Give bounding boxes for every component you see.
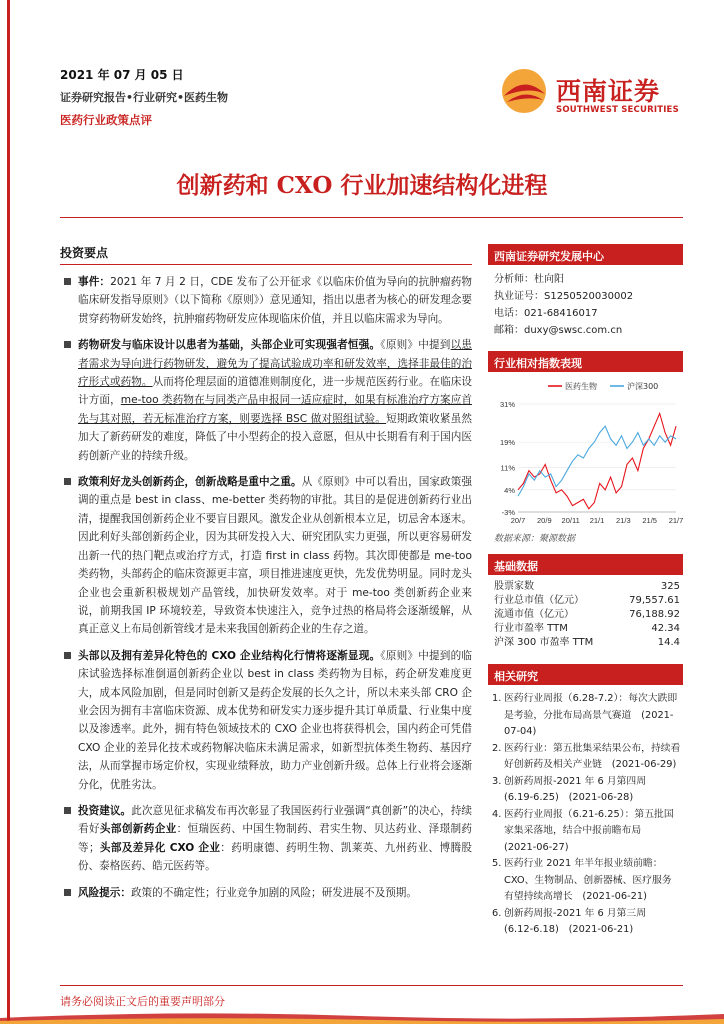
x-tick-label: 21/5	[642, 516, 657, 525]
paragraph-lead: 事件：	[78, 276, 111, 288]
related-item-text: 创新药周报-2021 年 6 月第四周 (6.19-6.25) (2021-06-28)	[504, 775, 656, 803]
related-research-item[interactable]	[488, 774, 683, 807]
related-research-item[interactable]	[488, 856, 683, 906]
paragraph-text: 从《原则》中可以看出，国家政策强调的重点是 best in class、me-better 类药物的审批。其目的是促进创新药行业出清，提醒我国创新药企业不要盲目跟风。激发企业从创新根本立足，切忌舍本逐末。因此利好头部创新药企业，因为其研发投入大、研究团队实力更强，所以更容易研发出新一代的热门靶点或治疗方式，打造 first in class 药物。其次即使都是 me-too 类药物，头部药企的临床资源更丰富，项目推进速度更快，先发优势明显。同时龙头企业也会重新积极规划产品管线，加快研发效率。对于 me-too 类创新药企业来说，前期我国 IP 环境较差，导致资本快速注入，竞争过热的格局将会逐渐缓解，从真正意义上布局创新管线才是未来我国创新药企业的生存之道。	[78, 476, 473, 636]
report-title: 创新药和 CXO 行业加速结构化进程	[176, 172, 548, 199]
basic-data-row	[488, 594, 683, 608]
summary-heading: 投资要点	[60, 244, 472, 265]
chart-heading: 行业相对指数表现	[488, 351, 683, 372]
basic-data-value: 76,188.92	[629, 609, 680, 620]
y-tick-label: -3%	[501, 508, 515, 517]
related-research-heading: 相关研究	[488, 664, 683, 685]
paragraph-text: 此次意见征求稿发布再次彰显了我国医药行业强调“真创新”的决心，持续看好	[78, 804, 473, 836]
related-item-text: 创新药周报-2021 年 6 月第三周 (6.12-6.18) (2021-06-21)	[504, 907, 656, 935]
paragraph-text: 《原则》中提到	[380, 339, 451, 352]
bullet-square-icon	[64, 341, 71, 348]
basic-data-value: 42.34	[651, 623, 680, 634]
summary-paragraph-policy	[60, 473, 472, 639]
x-tick-label: 20/11	[561, 516, 580, 525]
related-item-text: 医药行业周报（6.21-6.25）：第五批国家集采落地，结合中报前瞻布局 (2021-06-27)	[504, 808, 674, 853]
related-research-item[interactable]	[488, 741, 683, 774]
basic-data-row	[488, 636, 683, 650]
paragraph-text: 从而将伦理层面的道德准则制度化，进一步规范医药行业。在临床设计方面，	[78, 376, 473, 407]
series-line-2	[518, 426, 676, 496]
y-tick-label: 31%	[499, 400, 515, 409]
related-item-number: 5.	[492, 858, 502, 869]
paragraph-text: 《原则》中提到的临床试验选择标准倒逼创新药企业以 best in class 类药物为目标，药企研发难度更大，成本风险加剧，但是同时创新又是药企发展的长久之计，所以未来头部 CRO 企业会因为拥有丰富临床资源、成本优势和研发实力逐步提升其订单质量、行业集中度以及渗透率。此外，拥有特色领域技术的 CXO 企业也将获得机会，国内药企可凭借 CXO 企业的差异化技术或药物解决临床未满足需求，如新型抗体类生物药、基因疗法，从而掌握市场定价权，实现业绩释放，助力产业创新升级。总体上行业将会逐渐分化，优胜劣汰。	[78, 649, 472, 791]
x-tick-label: 20/7	[510, 516, 526, 525]
analyst-license: 执业证号：S1250520030002	[494, 291, 634, 302]
paragraph-text: 短期政策收紧虽然加大了新药研发的难度，降低了中小型药企的投入意愿，但从中长期看有利于国内医药创新产业的持续升级。	[78, 412, 473, 462]
sidebar	[488, 244, 683, 939]
related-research-item[interactable]	[488, 807, 683, 857]
basic-data-label: 行业市盈率 TTM	[494, 623, 568, 634]
report-category: 证券研究报告•行业研究•医药生物	[60, 91, 229, 104]
left-red-rule	[7, 0, 10, 1024]
paragraph-underline: me-too 类药物在与同类产品申报同一适应症时，如果有标准治疗方案应首先与其对照，若无标准治疗方案，则要选择 BSC 做对照组试验。	[78, 394, 472, 425]
related-item-number: 3.	[492, 775, 502, 787]
x-tick-label: 20/9	[537, 516, 552, 525]
summary-paragraph-risk	[60, 884, 472, 902]
paragraph-underline: 以患者需求为导向进行药物研发，避免为了提高试验成功率和研发效率，选择非最佳的治疗形式或药物。	[78, 339, 473, 389]
legend-label: 沪深300	[627, 382, 659, 391]
paragraph-lead: 风险提示：	[78, 886, 131, 899]
summary-paragraph-advice	[60, 802, 472, 876]
related-item-number: 1.	[492, 693, 502, 704]
research-center-heading: 西南证券研究发展中心	[488, 244, 683, 265]
related-item-text: 医药行业周报（6.28-7.2）：每次大跌即是考验，分批布局高景气赛道 (2021-07-04)	[504, 693, 678, 737]
paragraph-text: 政策的不确定性；行业竞争加剧的风险；研发进展不及预期。	[130, 886, 417, 899]
basic-data-value: 14.4	[657, 637, 680, 648]
paragraph-lead: 头部以及拥有差异化特色的 CXO 企业结构化行情将逐渐显现。	[78, 649, 381, 662]
footer-divider	[60, 985, 683, 986]
paragraph-text: ：恒瑞医药、中国生物制药、君实生物、贝达药业、泽璟制药等；	[78, 823, 473, 854]
basic-data-label: 行业总市值（亿元）	[494, 595, 584, 606]
chart-source: 数据来源：聚源数据	[494, 534, 576, 544]
summary-paragraph-cxo	[60, 647, 472, 794]
basic-data-row	[488, 622, 683, 636]
legend-label: 医药生物	[565, 382, 597, 391]
bullet-square-icon	[64, 652, 71, 659]
paragraph-bold: 头部及差异化 CXO 企业	[99, 841, 221, 854]
summary-paragraph-event	[60, 273, 472, 328]
basic-data-row	[488, 580, 683, 594]
basic-data-table	[488, 580, 683, 650]
report-type: 医药行业政策点评	[60, 113, 152, 127]
basic-data-label: 流通市值（亿元）	[494, 609, 574, 620]
related-item-number: 2.	[492, 742, 502, 754]
related-research-item[interactable]	[488, 906, 683, 939]
analyst-email[interactable]: 邮箱：duxy@swsc.com.cn	[494, 325, 623, 336]
chart-svg	[488, 374, 683, 529]
paragraph-lead: 药物研发与临床设计以患者为基础，头部企业可实现强者恒强。	[78, 339, 381, 352]
logo-mark-icon	[499, 66, 549, 116]
related-item-text: 医药行业 2021 年半年报业绩前瞻：CXO、生物制品、创新器械、医疗服务有望持续高增长 (2021-06-21)	[504, 858, 672, 902]
basic-data-row	[488, 608, 683, 622]
basic-data-label: 股票家数	[494, 581, 534, 592]
report-date: 2021 年 07 月 05 日	[60, 68, 184, 82]
logo-text-en: SOUTHWEST SECURITIES	[556, 105, 679, 115]
analyst-phone: 电话：021-68416017	[494, 308, 598, 319]
related-item-number: 6.	[492, 907, 502, 919]
bullet-square-icon	[64, 478, 71, 485]
logo-text-cn: 西南证券	[556, 77, 661, 106]
related-research-list	[488, 691, 683, 939]
paragraph-lead: 投资建议。	[78, 804, 132, 817]
summary-paragraph-rd	[60, 336, 472, 465]
analyst-name: 分析师：杜向阳	[494, 274, 564, 285]
relative-index-chart	[488, 374, 683, 529]
paragraph-text: 2021 年 7 月 2 日，CDE 发布了公开征求《以临床价值为导向的抗肿瘤药物临床研发指导原则》（以下简称《原则》）意见通知，指出以患者为核心的研发理念要贯穿药物研发始终，抗肿瘤药物研发应体现临床价值，并且以临床需求为导向。	[78, 276, 473, 325]
paragraph-bold: 头部创新药企业	[99, 823, 177, 836]
basic-data-label: 沪深 300 市盈率 TTM	[494, 637, 594, 648]
paragraph-text: ：药明康德、药明生物、凯莱英、九州药业、博腾股份、泰格医药、皓元医药等。	[78, 841, 473, 873]
bottom-decor-band	[0, 1010, 724, 1024]
investment-summary	[60, 244, 472, 910]
x-tick-label: 21/1	[589, 516, 605, 525]
bullet-square-icon	[64, 807, 71, 814]
basic-data-heading: 基础数据	[488, 554, 683, 575]
title-divider	[60, 217, 683, 218]
bullet-square-icon	[64, 889, 71, 896]
x-tick-label: 21/7	[668, 516, 683, 525]
y-tick-label: 4%	[504, 485, 515, 495]
bullet-square-icon	[64, 278, 71, 285]
report-header	[60, 66, 228, 128]
company-logo	[499, 66, 679, 122]
footer-disclaimer[interactable]: 请务必阅读正文后的重要声明部分	[60, 995, 225, 1008]
x-tick-label: 21/3	[616, 516, 631, 525]
y-tick-label: 19%	[499, 438, 515, 448]
basic-data-value: 325	[660, 581, 680, 592]
basic-data-value: 79,557.61	[629, 595, 680, 606]
y-tick-label: 11%	[500, 463, 515, 473]
paragraph-lead: 政策利好龙头创新药企，创新战略是重中之重。	[78, 476, 302, 489]
related-research-item[interactable]	[488, 691, 683, 741]
related-item-text: 医药行业：第五批集采结果公布，持续看好创新药及相关产业链 (2021-06-29)	[504, 742, 681, 770]
series-line-1	[518, 414, 676, 509]
related-item-number: 4.	[492, 808, 502, 820]
